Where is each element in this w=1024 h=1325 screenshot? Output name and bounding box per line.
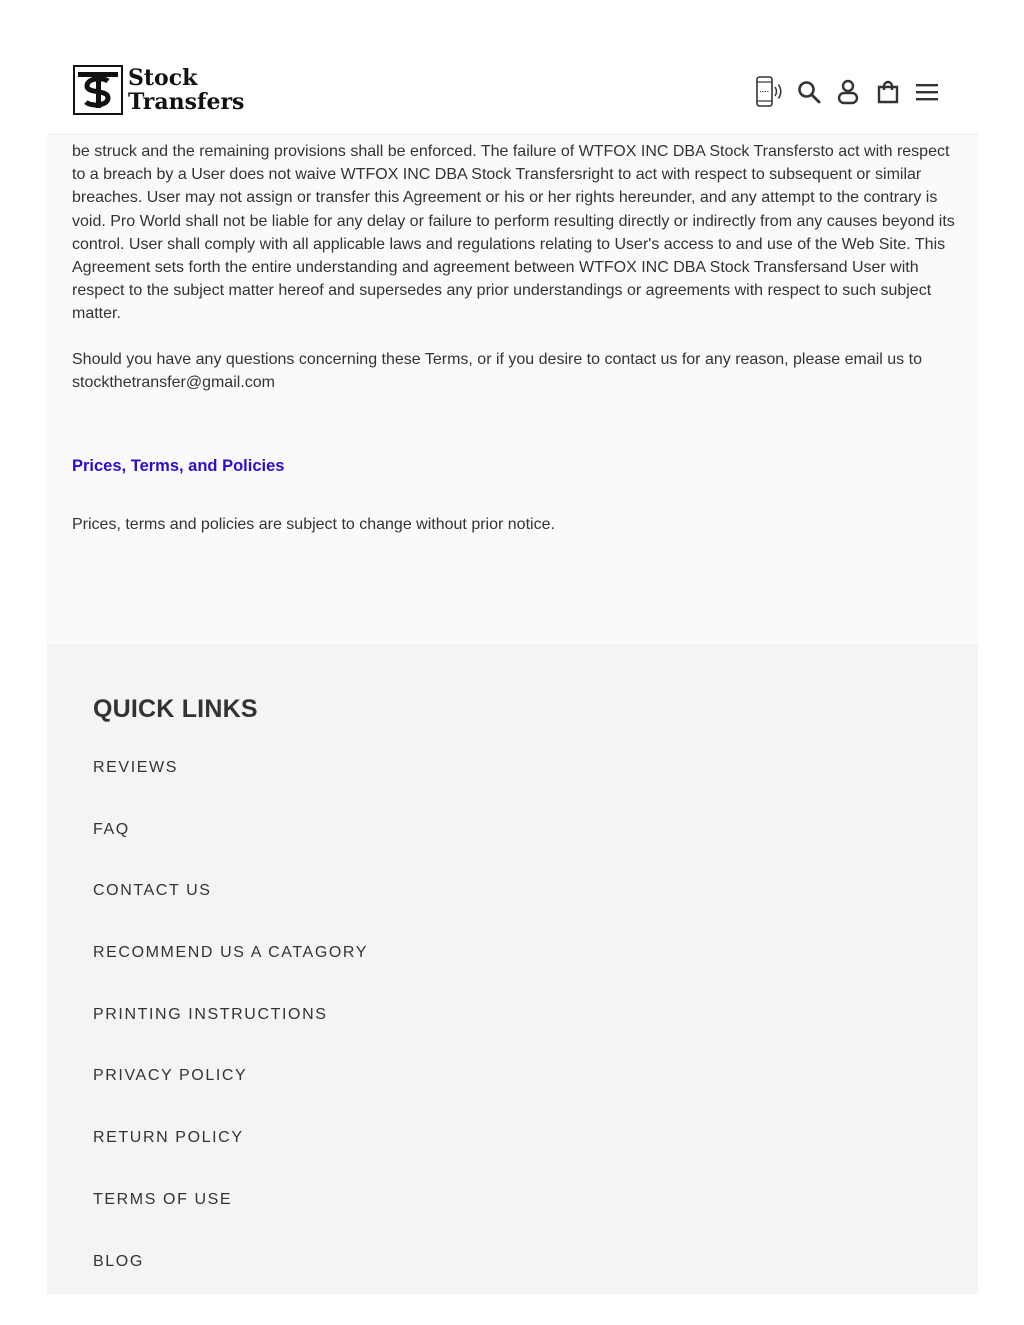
search-icon[interactable]: [794, 77, 824, 107]
cart-icon[interactable]: [873, 77, 903, 107]
footer-link-terms-of-use[interactable]: TERMS OF USE: [93, 1190, 233, 1208]
logo-text-line-1: Stock: [128, 65, 198, 91]
logo-mark-icon: [73, 65, 123, 115]
footer-link-reviews[interactable]: REVIEWS: [93, 759, 178, 776]
footer-link-recommend-category[interactable]: RECOMMEND US A CATAGORY: [93, 944, 369, 962]
prices-paragraph: Prices, terms and policies are subject to change without prior notice.: [72, 516, 555, 533]
logo-text: [128, 66, 244, 114]
site-footer: [47, 644, 978, 1294]
account-icon[interactable]: [833, 77, 863, 107]
prices-terms-policies-heading[interactable]: Prices, Terms, and Policies: [72, 457, 285, 475]
page-container: [47, 46, 978, 1278]
footer-link-faq[interactable]: FAQ: [93, 820, 130, 838]
contact-paragraph: Should you have any questions concerning these Terms, or if you desire to contact us for any reason, please email us to stockthetransfer@gmail.com: [72, 351, 922, 392]
menu-icon[interactable]: [912, 77, 942, 107]
footer-link-return-policy[interactable]: RETURN POLICY: [93, 1129, 244, 1147]
quick-links-title: QUICK LINKS: [93, 695, 258, 723]
footer-link-privacy-policy[interactable]: PRIVACY POLICY: [93, 1067, 248, 1085]
quick-links-list: [93, 759, 368, 1314]
site-logo[interactable]: [73, 65, 243, 117]
footer-link-contact-us[interactable]: CONTACT US: [93, 882, 212, 900]
logo-text-line-2: Transfers: [128, 89, 245, 115]
footer-link-printing-instructions[interactable]: PRINTING INSTRUCTIONS: [93, 1005, 328, 1023]
phone-icon[interactable]: [754, 77, 784, 107]
footer-link-blog[interactable]: BLOG: [93, 1252, 144, 1270]
site-header: [47, 46, 978, 135]
terms-paragraph: be struck and the remaining provisions shall be enforced. The failure of WTFOX INC DBA Stock Transfersto act with respect to a breach by a User does not waive WTFOX INC DBA Stock Transfersright to act with respect to subsequent or similar breaches. User may not assign or transfer this Agreement or his or her rights hereunder, and any attempt to the contrary is void. Pro World shall not be liable for any delay or failure to perform resulting directly or indirectly from any causes beyond its control. User shall comply with all applicable laws and regulations relating to User's access to and use of the Web Site. This Agreement sets forth the entire understanding and agreement between WTFOX INC DBA Stock Transfersand User with respect to the subject matter hereof and supersedes any prior understandings or agreements with respect to such subject matter.: [72, 143, 955, 323]
